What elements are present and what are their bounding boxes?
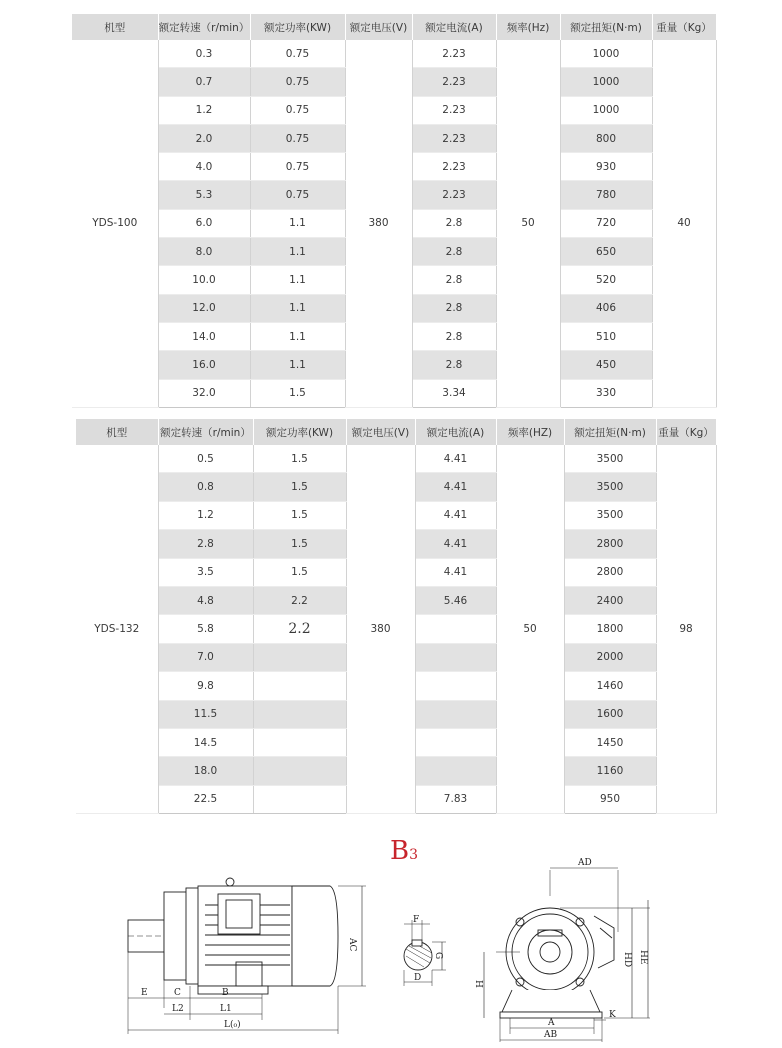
header-voltage: 额定电压(V) (345, 14, 412, 40)
current-cell: 4.41 (415, 530, 496, 558)
power-cell: 1.5 (253, 530, 346, 558)
speed-cell: 5.3 (158, 181, 250, 209)
current-cell: 2.8 (412, 266, 496, 294)
current-cell (415, 643, 496, 671)
label-l1: L1 (220, 1004, 232, 1014)
speed-cell: 18.0 (158, 757, 253, 785)
torque-cell: 330 (560, 379, 652, 407)
speed-cell: 5.8 (158, 615, 253, 643)
current-cell: 7.83 (415, 785, 496, 813)
label-b: B (222, 988, 229, 998)
speed-cell: 8.0 (158, 238, 250, 266)
torque-cell: 930 (560, 153, 652, 181)
header-frequency: 频率(HZ) (496, 419, 564, 445)
speed-cell: 0.7 (158, 68, 250, 96)
current-cell: 4.41 (415, 558, 496, 586)
power-cell: 0.75 (250, 153, 345, 181)
current-cell (415, 672, 496, 700)
current-cell (415, 615, 496, 643)
current-cell: 2.23 (412, 153, 496, 181)
voltage-cell: 380 (345, 40, 412, 407)
drawing-title-sub: 3 (409, 847, 419, 863)
power-cell: 1.5 (253, 445, 346, 473)
label-g: G (433, 952, 443, 960)
power-cell (253, 672, 346, 700)
voltage-cell: 380 (346, 445, 415, 814)
torque-cell: 2000 (564, 643, 656, 671)
speed-cell: 4.0 (158, 153, 250, 181)
current-cell: 4.41 (415, 501, 496, 529)
current-cell: 2.23 (412, 124, 496, 152)
header-speed: 额定转速（r/min） (158, 419, 253, 445)
current-cell: 2.8 (412, 209, 496, 237)
torque-cell: 1800 (564, 615, 656, 643)
torque-cell: 2800 (564, 558, 656, 586)
current-cell: 2.8 (412, 351, 496, 379)
speed-cell: 11.5 (158, 700, 253, 728)
power-cell: 1.1 (250, 266, 345, 294)
torque-cell: 1160 (564, 757, 656, 785)
power-cell: 2.2 (253, 586, 346, 614)
model-cell: YDS-100 (72, 40, 158, 407)
speed-cell: 14.5 (158, 728, 253, 756)
power-cell: 1.5 (250, 379, 345, 407)
header-torque: 额定扭矩(N·m) (564, 419, 656, 445)
current-cell (415, 700, 496, 728)
spec-table-yds-100 (72, 14, 717, 408)
power-cell (253, 700, 346, 728)
speed-cell: 22.5 (158, 785, 253, 813)
current-cell: 2.8 (412, 294, 496, 322)
header-frequency: 频率(Hz) (496, 14, 560, 40)
weight-cell: 40 (652, 40, 716, 407)
power-cell: 1.5 (253, 558, 346, 586)
torque-cell: 1460 (564, 672, 656, 700)
torque-cell: 720 (560, 209, 652, 237)
power-cell: 0.75 (250, 68, 345, 96)
speed-cell: 7.0 (158, 643, 253, 671)
current-cell: 3.34 (412, 379, 496, 407)
speed-cell: 0.8 (158, 473, 253, 501)
header-current: 额定电流(A) (415, 419, 496, 445)
label-f: F (413, 915, 420, 925)
power-cell (253, 643, 346, 671)
drawing-title-main: B (390, 836, 410, 866)
torque-cell: 780 (560, 181, 652, 209)
model-cell: YDS-132 (76, 445, 158, 814)
speed-cell: 9.8 (158, 672, 253, 700)
motor-dimension-drawing (0, 850, 782, 1048)
speed-cell: 2.0 (158, 124, 250, 152)
speed-cell: 2.8 (158, 530, 253, 558)
torque-cell: 520 (560, 266, 652, 294)
label-ab: AB (544, 1030, 558, 1040)
motor-side-view (128, 878, 366, 1034)
header-power: 额定功率(KW) (250, 14, 345, 40)
speed-cell: 16.0 (158, 351, 250, 379)
torque-cell: 406 (560, 294, 652, 322)
power-cell: 1.1 (250, 294, 345, 322)
current-cell: 2.8 (412, 322, 496, 350)
speed-cell: 10.0 (158, 266, 250, 294)
label-a: A (548, 1018, 555, 1028)
label-k: K (609, 1010, 616, 1020)
frequency-cell: 50 (496, 40, 560, 407)
current-cell: 2.8 (412, 238, 496, 266)
power-cell: 2.2 (253, 615, 346, 643)
header-voltage: 额定电压(V) (346, 419, 415, 445)
power-cell: 0.75 (250, 124, 345, 152)
current-cell: 2.23 (412, 40, 496, 68)
table-header-row (72, 14, 716, 40)
power-cell: 1.1 (250, 351, 345, 379)
power-cell: 1.5 (253, 473, 346, 501)
power-cell (253, 785, 346, 813)
table-row (76, 445, 716, 473)
torque-cell: 2800 (564, 530, 656, 558)
torque-cell: 800 (560, 124, 652, 152)
torque-cell: 1000 (560, 96, 652, 124)
power-cell: 0.75 (250, 181, 345, 209)
label-ad: AD (578, 858, 592, 868)
speed-cell: 6.0 (158, 209, 250, 237)
frequency-cell: 50 (496, 445, 564, 814)
torque-cell: 1450 (564, 728, 656, 756)
speed-cell: 1.2 (158, 96, 250, 124)
label-h: H (473, 980, 483, 988)
label-e: E (141, 988, 148, 998)
table-header-row (76, 419, 716, 445)
power-cell: 1.5 (253, 501, 346, 529)
weight-cell: 98 (656, 445, 716, 814)
current-cell: 2.23 (412, 96, 496, 124)
current-cell (415, 728, 496, 756)
speed-cell: 1.2 (158, 501, 253, 529)
torque-cell: 1000 (560, 68, 652, 96)
current-cell: 2.23 (412, 68, 496, 96)
power-cell: 1.1 (250, 322, 345, 350)
torque-cell: 3500 (564, 473, 656, 501)
torque-cell: 2400 (564, 586, 656, 614)
header-power: 额定功率(KW) (253, 419, 346, 445)
torque-cell: 1600 (564, 700, 656, 728)
current-cell: 5.46 (415, 586, 496, 614)
header-model: 机型 (76, 419, 158, 445)
torque-cell: 650 (560, 238, 652, 266)
torque-cell: 950 (564, 785, 656, 813)
torque-cell: 3500 (564, 501, 656, 529)
header-speed: 额定转速（r/min） (158, 14, 250, 40)
power-cell: 1.1 (250, 238, 345, 266)
speed-cell: 4.8 (158, 586, 253, 614)
header-model: 机型 (72, 14, 158, 40)
label-hd: HD (622, 952, 632, 968)
speed-cell: 12.0 (158, 294, 250, 322)
torque-cell: 1000 (560, 40, 652, 68)
header-current: 额定电流(A) (412, 14, 496, 40)
speed-cell: 0.3 (158, 40, 250, 68)
power-cell: 1.1 (250, 209, 345, 237)
current-cell: 2.23 (412, 181, 496, 209)
label-c: C (174, 988, 181, 998)
label-ac: AC (347, 938, 357, 952)
torque-cell: 3500 (564, 445, 656, 473)
torque-cell: 450 (560, 351, 652, 379)
speed-cell: 14.0 (158, 322, 250, 350)
label-l2: L2 (172, 1004, 184, 1014)
label-d: D (414, 973, 422, 983)
label-he: HE (638, 950, 648, 965)
label-l: L(₀) (224, 1020, 241, 1030)
header-weight: 重量（Kg） (656, 419, 716, 445)
header-torque: 额定扭矩(N·m) (560, 14, 652, 40)
spec-table-yds-132 (76, 419, 717, 814)
torque-cell: 510 (560, 322, 652, 350)
current-cell (415, 757, 496, 785)
header-weight: 重量（Kg） (652, 14, 716, 40)
current-cell: 4.41 (415, 445, 496, 473)
power-cell (253, 757, 346, 785)
power-cell (253, 728, 346, 756)
power-cell: 0.75 (250, 40, 345, 68)
speed-cell: 32.0 (158, 379, 250, 407)
table-row (72, 40, 716, 68)
speed-cell: 0.5 (158, 445, 253, 473)
current-cell: 4.41 (415, 473, 496, 501)
power-cell: 0.75 (250, 96, 345, 124)
speed-cell: 3.5 (158, 558, 253, 586)
